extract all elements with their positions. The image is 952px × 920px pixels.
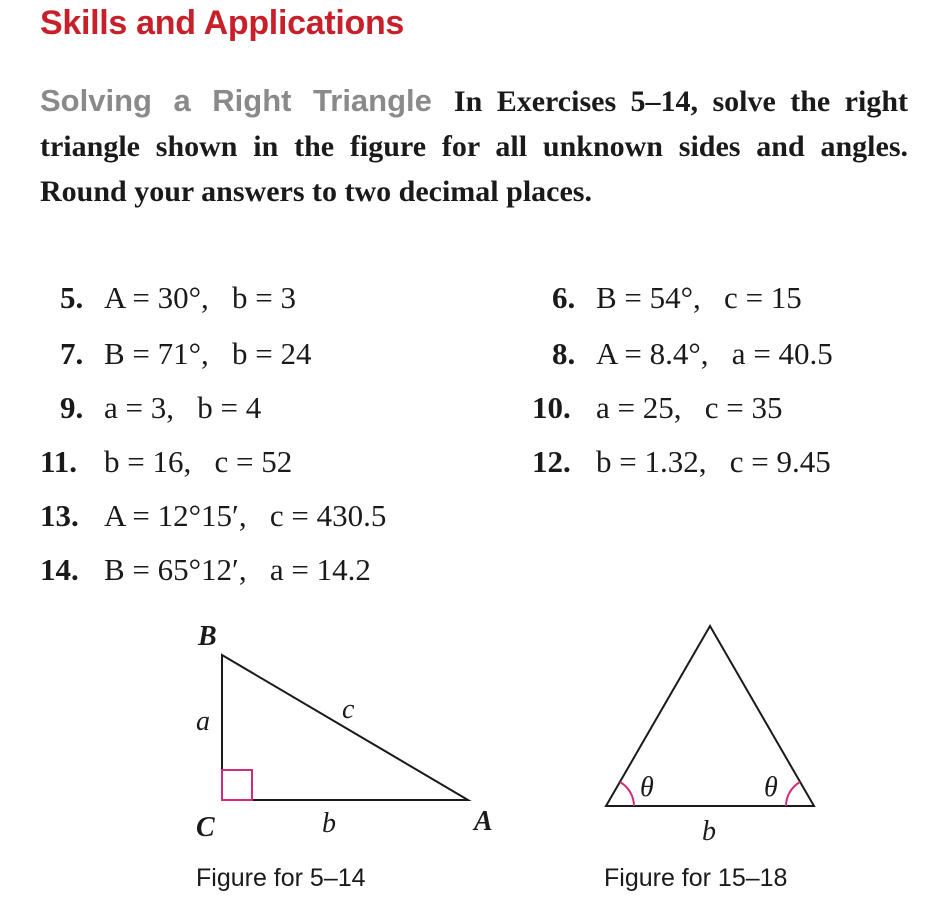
right-theta-label: θ [764,772,778,803]
isosceles-triangle-figure [606,626,814,847]
left-angle-arc [620,782,634,806]
exercise-number: 11. [40,444,78,479]
exercise-number: 13. [40,498,79,533]
exercise-expression: a = 3, b = 4 [104,390,262,425]
exercise-number: 12. [532,444,571,479]
exercise-number: 8. [552,336,576,371]
right-triangle-figure [196,621,493,843]
exercise-expression: b = 16, c = 52 [104,444,293,479]
isosceles-triangle [606,626,814,806]
instructions-text: In Exercises 5–14, solve the right triangle shown in the figure for all unknown sides and angles. Round your answers to two decimal places. [40,85,908,208]
exercise-number: 6. [552,280,576,315]
exercise-number: 10. [532,390,571,425]
exercise-expression: A = 8.4°, a = 40.5 [596,336,833,371]
vertex-c-label: C [196,812,215,843]
exercise-number: 14. [40,552,79,587]
figure-caption-5-14: Figure for 5–14 [196,864,366,892]
figure-caption-15-18: Figure for 15–18 [604,864,788,892]
exercise-expression: b = 1.32, c = 9.45 [596,444,831,479]
left-theta-label: θ [640,772,654,803]
side-a-label: a [196,706,210,737]
vertex-a-label: A [474,806,493,837]
exercise-expression: a = 25, c = 35 [596,390,783,425]
right-angle-mark [222,770,252,800]
exercise-expression: B = 65°12′, a = 14.2 [104,552,371,587]
exercise-number: 7. [60,336,84,371]
right-angle-arc [786,782,800,806]
exercise-expression: A = 30°, b = 3 [104,280,297,315]
exercise-number: 5. [60,280,84,315]
base-b-label: b [702,816,716,847]
instructions-subhead: Solving a Right Triangle [40,83,432,118]
vertex-b-label: B [198,621,217,652]
exercise-expression: A = 12°15′, c = 430.5 [104,498,387,533]
exercise-expression: B = 71°, b = 24 [104,336,312,371]
section-title: Skills and Applications [40,4,405,42]
right-triangle [222,655,468,800]
exercise-number: 9. [60,390,84,425]
side-b-label: b [322,808,336,839]
side-c-label: c [342,694,355,725]
exercise-expression: B = 54°, c = 15 [596,280,802,315]
